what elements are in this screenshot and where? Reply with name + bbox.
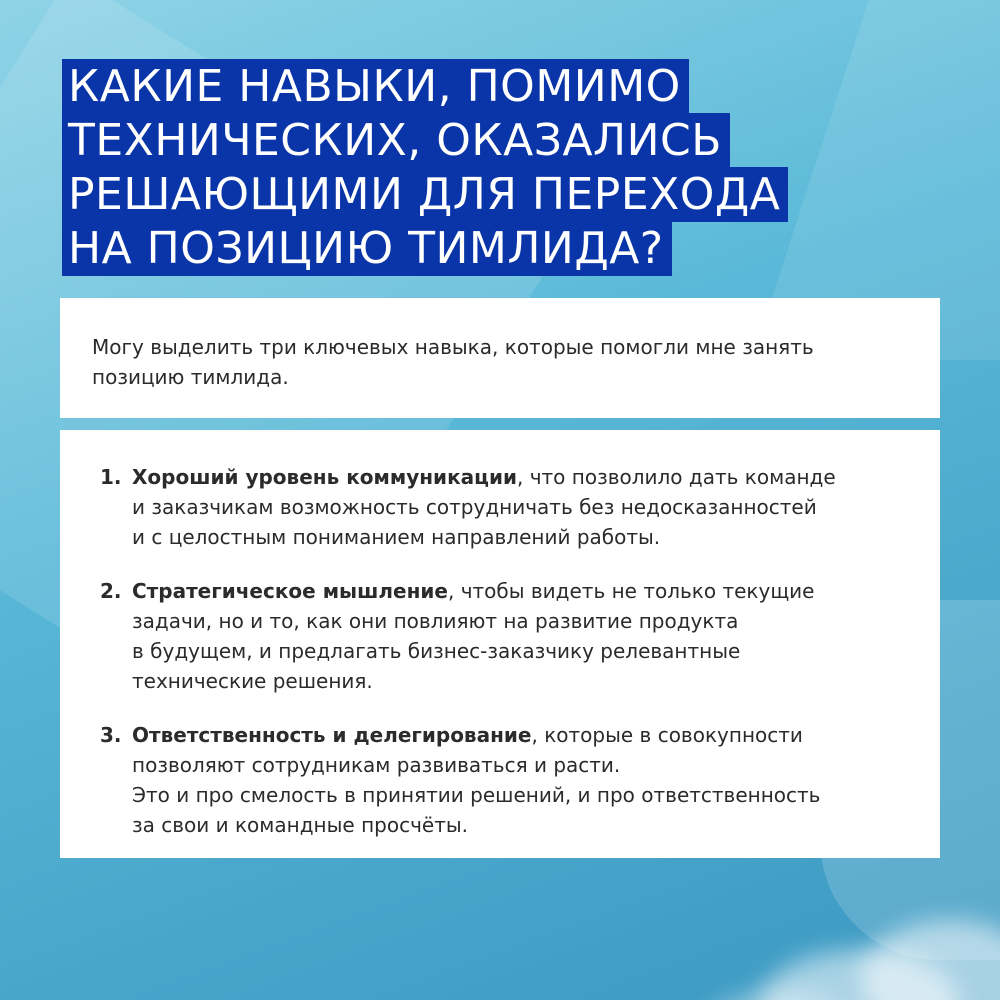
item-first-rest: , что позволило дать команде (517, 465, 836, 489)
item-lead: Хороший уровень коммуникации (132, 465, 517, 489)
intro-line: Могу выделить три ключевых навыка, которые помогли мне занять (92, 335, 814, 359)
item-first-rest: , чтобы видеть не только текущие (447, 579, 815, 603)
list-item (100, 462, 910, 552)
item-line: позволяют сотрудникам развиваться и расти. (132, 753, 621, 777)
intro-text (92, 332, 910, 392)
item-first-line (132, 720, 910, 750)
item-first-rest: , которые в совокупности (531, 723, 803, 747)
title-line: РЕШАЮЩИМИ ДЛЯ ПЕРЕХОДА (62, 168, 922, 222)
skills-list (100, 462, 910, 840)
item-number: 1. (100, 465, 122, 489)
page-title (62, 60, 922, 276)
item-line: задачи, но и то, как они повлияют на развитие продукта (132, 609, 739, 633)
intro-card (60, 298, 940, 418)
item-number: 3. (100, 723, 122, 747)
item-line: за свои и командные просчёты. (132, 813, 468, 837)
item-number: 2. (100, 579, 122, 603)
item-line: и с целостным пониманием направлений работы. (132, 525, 661, 549)
list-item (100, 720, 910, 840)
title-line: НА ПОЗИЦИЮ ТИМЛИДА? (62, 222, 922, 276)
list-item (100, 576, 910, 696)
item-line: в будущем, и предлагать бизнес-заказчику релевантные (132, 639, 741, 663)
item-line: Это и про смелость в принятии решений, и про ответственность (132, 783, 821, 807)
item-lead: Стратегическое мышление (132, 579, 448, 603)
title-line: ТЕХНИЧЕСКИХ, ОКАЗАЛИСЬ (62, 114, 922, 168)
item-lead: Ответственность и делегирование (132, 723, 532, 747)
item-first-line (132, 462, 910, 492)
item-line: технические решения. (132, 669, 373, 693)
item-first-line (132, 576, 910, 606)
intro-line: позицию тимлида. (92, 365, 289, 389)
item-line: и заказчикам возможность сотрудничать без недосказанностей (132, 495, 817, 519)
title-line: КАКИЕ НАВЫКИ, ПОМИМО (62, 60, 922, 114)
skills-card (60, 430, 940, 858)
